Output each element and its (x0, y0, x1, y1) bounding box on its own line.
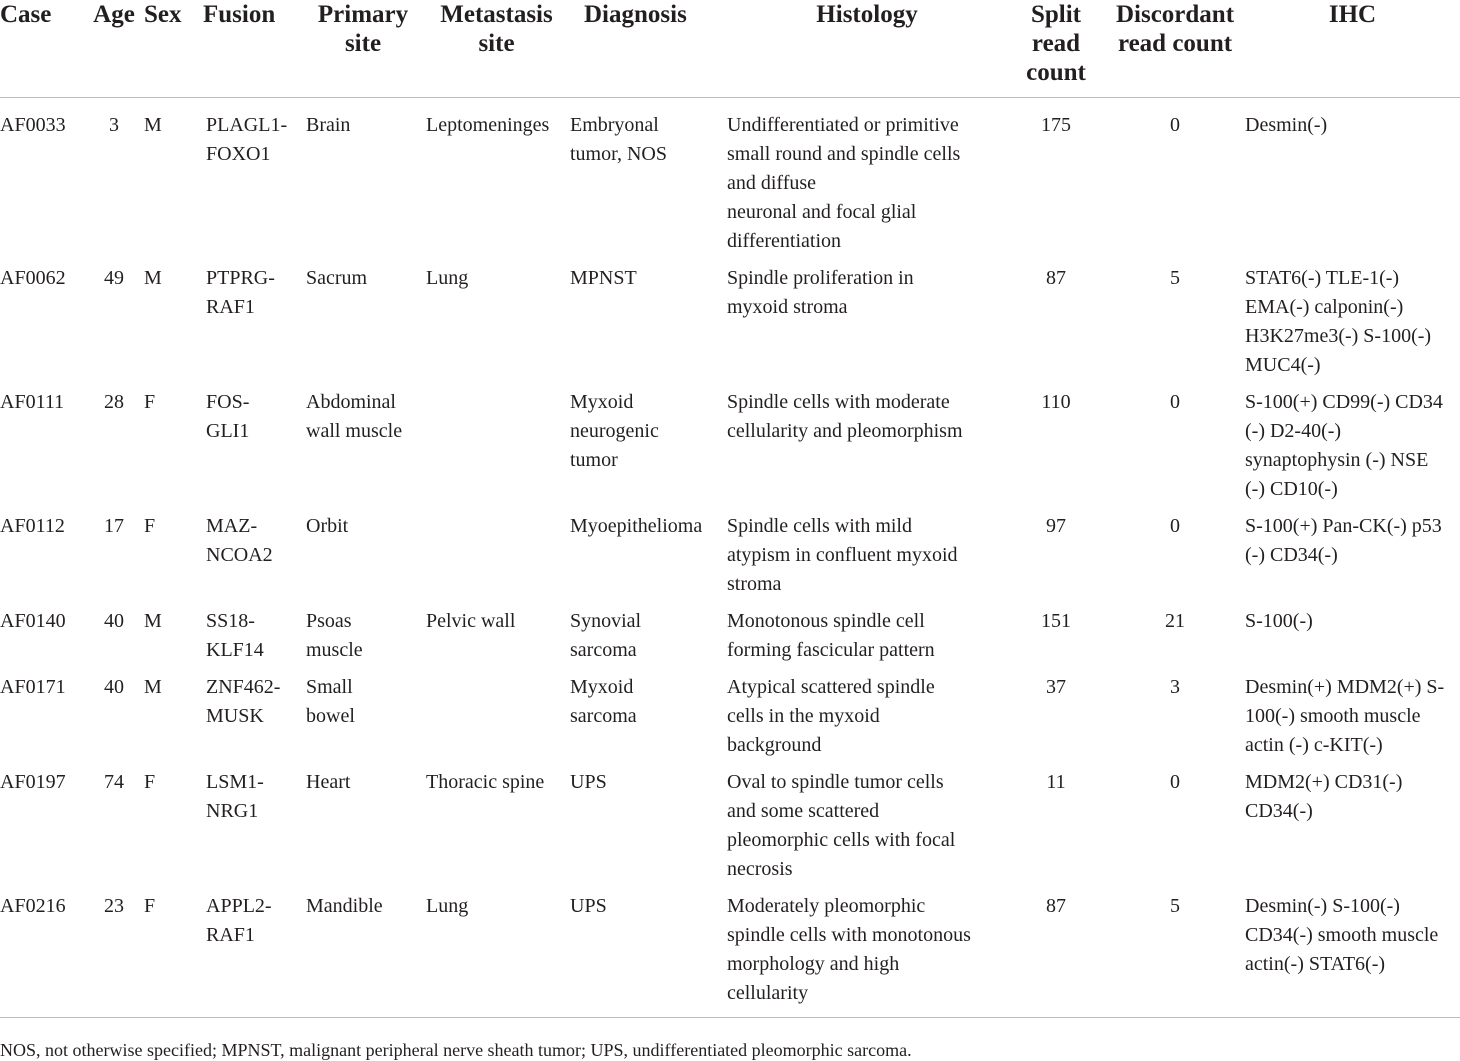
cell-age: 3 (109, 114, 119, 136)
cell-text-line: Desmin(-) (1245, 114, 1328, 136)
cell-discordant-read-count: 0 (1170, 114, 1180, 136)
cell-text-line: RAF1 (206, 296, 255, 318)
cell-text-line: Fusion (203, 1, 276, 28)
header-ihc (1245, 0, 1460, 98)
cell-text-line: S-100(+) Pan-CK(-) p53 (1245, 515, 1442, 537)
cell-text-line: MUSK (206, 705, 264, 727)
cell-text-line: sarcoma (570, 639, 637, 661)
cell-sex: F (144, 515, 156, 537)
cell-diagnosis (570, 512, 727, 607)
cell-text-line: LSM1- (206, 771, 264, 793)
cell-age: 74 (104, 771, 124, 793)
cell-diagnosis (570, 388, 727, 512)
cell-fusion (203, 512, 303, 607)
cell-text-line: forming fascicular pattern (727, 639, 935, 661)
cell-text-line: neurogenic (570, 420, 659, 442)
cell-ihc (1245, 98, 1460, 265)
cell-ihc (1245, 388, 1460, 512)
cell-split-read-count: 87 (1046, 267, 1066, 289)
cell-primary-site (303, 388, 423, 512)
cell-fusion (203, 264, 303, 388)
cell-text-line: IHC (1328, 1, 1377, 28)
cell-histology (727, 512, 1007, 607)
cell-text-line: neuronal and focal glial (727, 201, 917, 223)
cell-text-line: Desmin(-) S-100(-) (1245, 895, 1400, 917)
cell-text-line: KLF14 (206, 639, 264, 661)
cell-text-line: MPNST (570, 267, 637, 289)
cell-text-line: S-100(+) CD99(-) CD34 (1245, 391, 1443, 413)
header-diagnosis (570, 0, 727, 98)
table-row (0, 892, 1460, 1018)
cell-text-line: Histology (816, 1, 918, 28)
cell-text-line: (-) D2-40(-) (1245, 420, 1342, 442)
cell-text-line: UPS (570, 771, 607, 793)
cell-text-line: Embryonal (570, 114, 659, 136)
cell-text-line: MAZ- (206, 515, 258, 537)
cell-text-line: sarcoma (570, 705, 637, 727)
cell-text-line: SS18- (206, 610, 255, 632)
cell-split-read-count: 151 (1041, 610, 1071, 632)
cell-case: AF0112 (0, 515, 65, 537)
cell-text-line: Primary (317, 1, 409, 28)
header-primary-site (303, 0, 423, 98)
cell-text-line: Orbit (306, 515, 349, 537)
cell-age: 23 (86, 892, 142, 1018)
header-metastasis-site (423, 0, 570, 98)
cell-histology (727, 607, 1007, 673)
cell-split-read-count: 110 (1041, 391, 1071, 413)
cell-case: AF0140 (0, 610, 66, 632)
cell-metastasis-site (423, 512, 570, 607)
cell-diagnosis (570, 98, 727, 265)
cell-text-line: Mandible (306, 895, 383, 917)
cell-discordant-read-count: 5 (1105, 892, 1245, 1018)
cell-text-line: atypism in confluent myxoid (727, 544, 958, 566)
cell-discordant-read-count: 0 (1170, 771, 1180, 793)
cell-ihc (1245, 673, 1460, 768)
table-footnote: NOS, not otherwise specified; MPNST, malignant peripheral nerve sheath tumor; UPS, undifferentiated pleomorphic sarcoma. (0, 1040, 912, 1060)
table-row (0, 512, 1460, 607)
cell-fusion (203, 768, 303, 892)
cell-text-line: Heart (306, 771, 351, 793)
cell-metastasis-site (423, 388, 570, 512)
cell-text-line: Small (306, 676, 353, 698)
cell-text-line: CD34(-) smooth muscle (1245, 924, 1439, 946)
cell-text-line: synaptophysin (-) NSE (1245, 449, 1429, 471)
cell-split-read-count: 37 (1046, 676, 1066, 698)
cell-text-line: Lung (426, 267, 469, 289)
cell-fusion (203, 892, 303, 1018)
cell-text-line: Spindle proliferation in (727, 267, 914, 289)
cell-diagnosis (570, 264, 727, 388)
cell-primary-site (303, 512, 423, 607)
cell-text-line: Split (1030, 1, 1082, 28)
cell-case: AF0062 (0, 267, 66, 289)
cell-text-line: myxoid stroma (727, 296, 848, 318)
cell-text-line: APPL2- (206, 895, 272, 917)
cell-metastasis-site (423, 768, 570, 892)
cell-sex: F (144, 391, 156, 413)
cell-split-read-count: 87 (1007, 892, 1105, 1018)
cell-primary-site (303, 768, 423, 892)
cell-primary-site (303, 892, 423, 1018)
cell-discordant-read-count: 3 (1170, 676, 1180, 698)
cell-text-line: RAF1 (206, 924, 255, 946)
cell-text-line: actin (-) c-KIT(-) (1245, 734, 1383, 756)
cell-text-line: 100(-) smooth muscle (1245, 705, 1421, 727)
cell-case: AF0197 (0, 771, 66, 793)
cell-discordant-read-count: 21 (1165, 610, 1185, 632)
header-histology (727, 0, 1007, 98)
cell-ihc (1245, 264, 1460, 388)
cell-text-line: Age (93, 1, 135, 28)
cell-case: AF0033 (0, 114, 66, 136)
cell-histology (727, 388, 1007, 512)
cell-text-line: NRG1 (206, 800, 259, 822)
cell-text-line: H3K27me3(-) S-100(-) (1245, 325, 1432, 347)
cell-text-line: Sex (144, 1, 182, 28)
cell-text-line: MUC4(-) (1245, 354, 1321, 376)
cell-text-line: Psoas (306, 610, 352, 632)
cell-text-line: wall muscle (306, 420, 403, 442)
cell-text-line: Diagnosis (584, 1, 687, 28)
table-header (0, 0, 1460, 98)
cell-text-line: S-100(-) (1245, 610, 1313, 632)
cell-primary-site (303, 607, 423, 673)
cell-primary-site (303, 264, 423, 388)
cell-text-line: bowel (306, 705, 355, 727)
cell-text-line: Undifferentiated or primitive (727, 114, 959, 136)
cell-text-line: actin(-) STAT6(-) (1245, 953, 1386, 975)
cell-text-line: FOXO1 (206, 143, 271, 165)
cell-text-line: Lung (426, 895, 469, 917)
table-row (0, 673, 1460, 768)
cell-fusion (203, 98, 303, 265)
cell-diagnosis (570, 607, 727, 673)
header-sex (142, 0, 203, 98)
cell-text-line: Myxoid (570, 676, 634, 698)
cell-text-line: spindle cells with monotonous (727, 924, 971, 946)
cell-text-line: and some scattered (727, 800, 880, 822)
cell-text-line: PTPRG- (206, 267, 275, 289)
cell-histology (727, 768, 1007, 892)
cell-diagnosis (570, 892, 727, 1018)
cell-text-line: muscle (306, 639, 363, 661)
cell-histology (727, 98, 1007, 265)
cell-text-line: Spindle cells with mild (727, 515, 912, 537)
cell-histology (727, 673, 1007, 768)
cell-fusion (203, 607, 303, 673)
table-row (0, 607, 1460, 673)
cell-text-line: count (1026, 59, 1086, 86)
cell-text-line: EMA(-) calponin(-) (1245, 296, 1404, 318)
header-fusion (203, 0, 303, 98)
cell-text-line: Discordant (1115, 1, 1235, 28)
cell-text-line: morphology and high (727, 953, 900, 975)
cell-fusion (203, 673, 303, 768)
cell-text-line: Oval to spindle tumor cells (727, 771, 944, 793)
cell-split-read-count: 175 (1041, 114, 1071, 136)
cell-discordant-read-count: 0 (1170, 515, 1180, 537)
cell-text-line: Myxoid (570, 391, 634, 413)
cell-case: AF0216 (0, 892, 86, 1018)
cell-text-line: and diffuse (727, 172, 817, 194)
cell-age: 40 (104, 610, 124, 632)
cell-sex: M (144, 610, 162, 632)
header-discordant-read-count (1105, 0, 1245, 98)
cell-text-line: tumor (570, 449, 618, 471)
cell-text-line: PLAGL1- (206, 114, 288, 136)
cell-text-line: stroma (727, 573, 782, 595)
cell-text-line: Monotonous spindle cell (727, 610, 925, 632)
cell-text-line: Case (0, 1, 52, 28)
cell-sex: F (144, 771, 156, 793)
cell-text-line: MDM2(+) CD31(-) (1245, 771, 1403, 793)
cell-text-line: cellularity and pleomorphism (727, 420, 963, 442)
cell-metastasis-site (423, 892, 570, 1018)
cell-text-line: Synovial (570, 610, 642, 632)
cell-case: AF0111 (0, 391, 65, 413)
table-row (0, 388, 1460, 512)
cell-metastasis-site (423, 264, 570, 388)
cell-text-line: small round and spindle cells (727, 143, 961, 165)
cell-text-line: Abdominal (306, 391, 396, 413)
cell-text-line: UPS (570, 895, 607, 917)
cell-metastasis-site (423, 98, 570, 265)
cell-metastasis-site (423, 673, 570, 768)
cell-text-line: ZNF462- (206, 676, 281, 698)
cell-text-line: Sacrum (306, 267, 368, 289)
cell-text-line: read count (1117, 30, 1233, 57)
cell-metastasis-site (423, 607, 570, 673)
cell-text-line: site (478, 30, 515, 57)
cell-text-line: necrosis (727, 858, 793, 880)
cell-age: 28 (104, 391, 124, 413)
cell-ihc (1245, 768, 1460, 892)
header-age (86, 0, 142, 98)
cell-text-line: Pelvic wall (426, 610, 516, 632)
cell-text-line: FOS- (206, 391, 250, 413)
cell-text-line: tumor, NOS (570, 143, 667, 165)
cell-text-line: GLI1 (206, 420, 250, 442)
cell-sex: F (142, 892, 203, 1018)
cell-case: AF0171 (0, 676, 66, 698)
cell-text-line: Spindle cells with moderate (727, 391, 950, 413)
cell-split-read-count: 11 (1046, 771, 1066, 793)
cell-ihc (1245, 607, 1460, 673)
cell-text-line: Leptomeninges (426, 114, 550, 136)
cell-text-line: pleomorphic cells with focal (727, 829, 956, 851)
cell-text-line: NCOA2 (206, 544, 273, 566)
cell-sex: M (144, 114, 162, 136)
table-row (0, 264, 1460, 388)
cell-sex: M (144, 267, 162, 289)
cell-age: 49 (104, 267, 124, 289)
header-row (0, 0, 1460, 98)
cell-fusion (203, 388, 303, 512)
cell-text-line: differentiation (727, 230, 842, 252)
cell-diagnosis (570, 768, 727, 892)
cell-text-line: Desmin(+) MDM2(+) S- (1245, 676, 1445, 698)
cell-text-line: (-) CD10(-) (1245, 478, 1338, 500)
cell-text-line: cellularity (727, 982, 809, 1004)
cell-histology (727, 264, 1007, 388)
cell-age: 17 (104, 515, 124, 537)
cell-text-line: site (344, 30, 382, 57)
cell-text-line: Brain (306, 114, 351, 136)
cell-text-line: Thoracic spine (426, 771, 545, 793)
header-split-read-count (1007, 0, 1105, 98)
cell-text-line: Moderately pleomorphic (727, 895, 926, 917)
cell-ihc (1245, 512, 1460, 607)
cell-text-line: (-) CD34(-) (1245, 544, 1338, 566)
cell-histology (727, 892, 1007, 1018)
cell-primary-site (303, 673, 423, 768)
cell-text-line: Metastasis (440, 1, 553, 28)
cell-age: 40 (104, 676, 124, 698)
cell-text-line: Atypical scattered spindle (727, 676, 935, 698)
cell-text-line: STAT6(-) TLE-1(-) (1245, 267, 1400, 289)
cell-discordant-read-count: 5 (1170, 267, 1180, 289)
cell-discordant-read-count: 0 (1170, 391, 1180, 413)
cell-text-line: cells in the myxoid (727, 705, 880, 727)
table-row (0, 98, 1460, 265)
cell-diagnosis (570, 673, 727, 768)
cell-text-line: read (1031, 30, 1081, 57)
cell-primary-site (303, 98, 423, 265)
cell-text-line: Myoepithelioma (570, 515, 703, 537)
cell-sex: M (144, 676, 162, 698)
header-case (0, 0, 86, 98)
table-row (0, 768, 1460, 892)
table-body (0, 98, 1460, 1018)
cell-split-read-count: 97 (1046, 515, 1066, 537)
cell-text-line: background (727, 734, 822, 756)
cell-ihc (1245, 892, 1460, 1018)
cell-text-line: CD34(-) (1245, 800, 1313, 822)
